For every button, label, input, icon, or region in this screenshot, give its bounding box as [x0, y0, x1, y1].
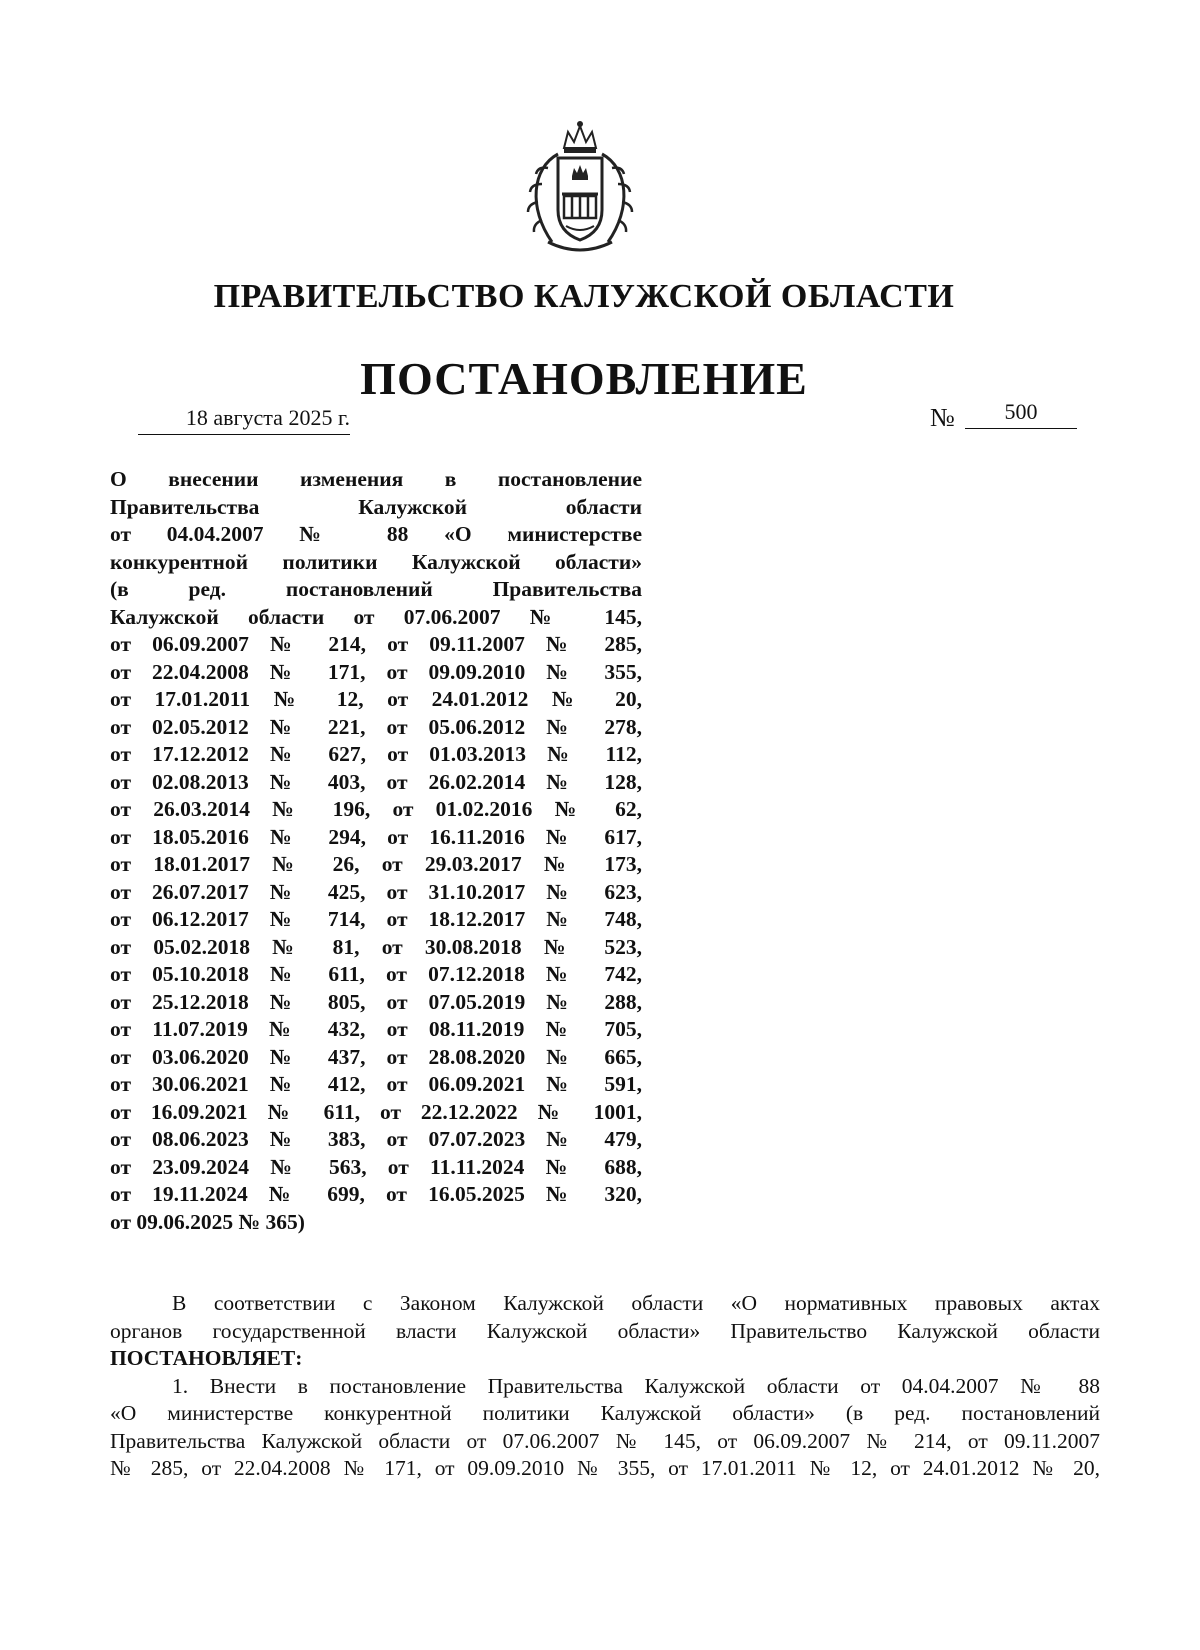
subject-line: от 08.06.2023 № 383, от 07.07.2023 № 479,: [110, 1127, 642, 1151]
subject-line: О внесении изменения в постановление: [110, 467, 642, 491]
subject-line: от 09.06.2025 № 365): [110, 1209, 305, 1234]
subject-line: от 26.07.2017 № 425, от 31.10.2017 № 623,: [110, 879, 642, 904]
item-1-line: Правительства Калужской области от 07.06.2007 № 145, от 06.09.2007 № 214, от 09.11.2007: [110, 1428, 1100, 1453]
subject-line: от 30.06.2021 № 412, от 06.09.2021 № 591,: [110, 1072, 642, 1096]
resolves-heading: ПОСТАНОВЛЯЕТ:: [110, 1346, 303, 1370]
number-sign: №: [930, 403, 955, 432]
subject-line: от 05.02.2018 № 81, от 30.08.2018 № 523,: [110, 934, 642, 959]
subject-line: от 17.01.2011 № 12, от 24.01.2012 № 20,: [110, 687, 642, 711]
document-date: 18 августа 2025 г.: [138, 404, 350, 435]
subject-line: от 16.09.2021 № 611, от 22.12.2022 № 1001,: [110, 1099, 642, 1124]
subject-line: от 25.12.2018 № 805, от 07.05.2019 № 288,: [110, 989, 642, 1014]
subject-line: от 02.05.2012 № 221, от 05.06.2012 № 278,: [110, 714, 642, 739]
item-1-line: 1. Внести в постановление Правительства Калужской области от 04.04.2007 № 88: [172, 1373, 1100, 1398]
subject-line: от 26.03.2014 № 196, от 01.02.2016 № 62,: [110, 797, 642, 821]
item-1-line: № 285, от 22.04.2008 № 171, от 09.09.2010 № 355, от 17.01.2011 № 12, от 24.01.2012 № 20,: [110, 1456, 1100, 1480]
subject-line: от 18.05.2016 № 294, от 16.11.2016 № 617,: [110, 824, 642, 849]
subject-line: от 22.04.2008 № 171, от 09.09.2010 № 355,: [110, 659, 642, 684]
subject-line: конкурентной политики Калужской области»: [110, 549, 642, 574]
document-number-field: [930, 399, 1080, 434]
subject-line: от 03.06.2020 № 437, от 28.08.2020 № 665,: [110, 1044, 642, 1069]
document-subject: [110, 466, 642, 1236]
item-1-line: «О министерстве конкурентной политики Калужской области» (в ред. постановлений: [110, 1401, 1100, 1425]
government-title: ПРАВИТЕЛЬСТВО КАЛУЖСКОЙ ОБЛАСТИ: [213, 278, 955, 315]
document-type-heading: ПОСТАНОВЛЕНИЕ: [360, 353, 808, 404]
coat-of-arms-emblem: [518, 118, 642, 256]
subject-line: Калужской области от 07.06.2007 № 145,: [110, 604, 642, 629]
subject-line: от 23.09.2024 № 563, от 11.11.2024 № 688,: [110, 1154, 642, 1179]
subject-line: от 06.12.2017 № 714, от 18.12.2017 № 748,: [110, 907, 642, 931]
subject-line: от 06.09.2007 № 214, от 09.11.2007 № 285,: [110, 632, 642, 656]
document-number: 500: [965, 396, 1077, 429]
subject-line: от 11.07.2019 № 432, от 08.11.2019 № 705,: [110, 1017, 642, 1041]
subject-line: от 04.04.2007 № 88 «О министерстве: [110, 522, 642, 546]
subject-line: от 02.08.2013 № 403, от 26.02.2014 № 128,: [110, 769, 642, 794]
subject-line: от 17.12.2012 № 627, от 01.03.2013 № 112,: [110, 742, 642, 766]
subject-line: от 18.01.2017 № 26, от 29.03.2017 № 173,: [110, 852, 642, 876]
subject-line: от 05.10.2018 № 611, от 07.12.2018 № 742,: [110, 962, 642, 986]
subject-line: Правительства Калужской области: [110, 494, 642, 519]
preamble-line: органов государственной власти Калужской области» Правительство Калужской области: [110, 1318, 1100, 1343]
subject-line: от 19.11.2024 № 699, от 16.05.2025 № 320,: [110, 1182, 642, 1206]
document-body: [110, 1290, 1100, 1483]
preamble-line: В соответствии с Законом Калужской области «О нормативных правовых актах: [172, 1291, 1100, 1315]
subject-line: (в ред. постановлений Правительства: [110, 577, 642, 601]
